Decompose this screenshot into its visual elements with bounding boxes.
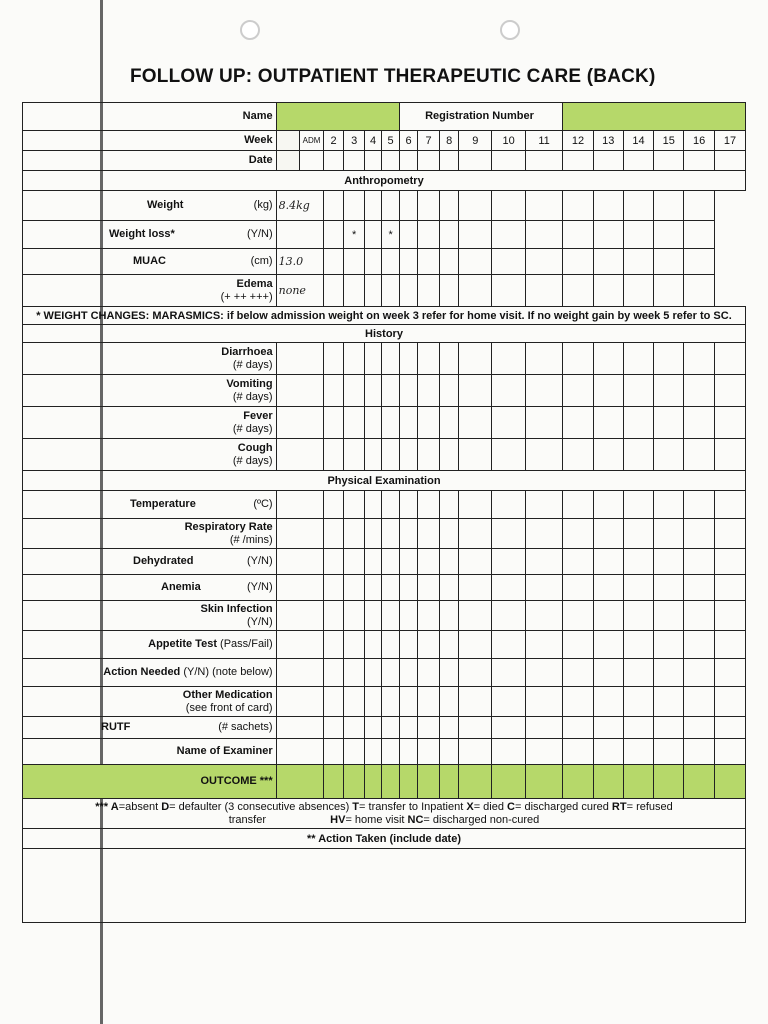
week-17: 17 xyxy=(714,131,745,151)
week-3: 3 xyxy=(344,131,365,151)
weight-label: Weight xyxy=(147,199,184,211)
outcome-label: OUTCOME *** xyxy=(200,775,273,787)
edema-label: Edema xyxy=(236,277,273,290)
anthropometry-title: Anthropometry xyxy=(23,171,746,191)
action-taken-field[interactable] xyxy=(23,849,746,923)
dehydrated-unit: (Y/N) xyxy=(246,555,273,567)
name-field[interactable] xyxy=(276,103,399,131)
action-taken-title: ** Action Taken (include date) xyxy=(23,829,746,849)
temperature-label: Temperature xyxy=(130,498,196,510)
action-needed-unit: (Y/N) (note below) xyxy=(183,666,273,678)
weight-change-note: * WEIGHT CHANGES: MARASMICS: if below admission weight on week 3 refer for home visit. If no weight gain by week 5 refer to SC. xyxy=(23,307,746,325)
temperature-row xyxy=(23,491,746,519)
cough-row xyxy=(23,439,746,471)
weight-loss-label: Weight loss* xyxy=(109,228,175,240)
weight-loss-row xyxy=(23,221,746,249)
dehydrated-label: Dehydrated xyxy=(133,555,194,567)
other-medication-unit: (see front of card) xyxy=(185,701,273,714)
date-row xyxy=(23,151,746,171)
week-14: 14 xyxy=(623,131,654,151)
action-taken-area xyxy=(23,849,746,923)
fever-unit: (# days) xyxy=(232,422,273,435)
cough-label: Cough xyxy=(237,441,273,454)
resp-rate-label: Respiratory Rate xyxy=(184,520,273,533)
outcome-row xyxy=(23,765,746,799)
week-6: 6 xyxy=(399,131,417,151)
week-2: 2 xyxy=(323,131,344,151)
week-9: 9 xyxy=(459,131,492,151)
other-medication-label: Other Medication xyxy=(182,688,273,701)
other-medication-row xyxy=(23,687,746,717)
anthropometry-header xyxy=(23,171,746,191)
skin-infection-label: Skin Infection xyxy=(200,602,273,615)
fever-row xyxy=(23,407,746,439)
week-adm: ADM xyxy=(300,131,324,151)
outcome-legend: *** A=absent D= defaulter (3 consecutive absences) T= transfer to Inpatient X= died C= discharged cured RT= refused transfer HV= home visit NC= discharged non-cured xyxy=(23,799,746,829)
rutf-unit: (# sachets) xyxy=(218,721,273,733)
appetite-label: Appetite Test xyxy=(148,638,217,650)
name-label: Name xyxy=(242,110,273,122)
weight-loss-mark: * xyxy=(344,221,365,249)
week-11: 11 xyxy=(526,131,563,151)
anemia-label: Anemia xyxy=(161,581,201,593)
muac-label: MUAC xyxy=(133,255,166,267)
skin-infection-row xyxy=(23,601,746,631)
history-title: History xyxy=(23,325,746,343)
form-title: FOLLOW UP: OUTPATIENT THERAPEUTIC CARE (BACK) xyxy=(130,66,656,87)
diarrhoea-row xyxy=(23,343,746,375)
history-header xyxy=(23,325,746,343)
edema-unit: (+ ++ +++) xyxy=(220,290,273,303)
appetite-row xyxy=(23,631,746,659)
examiner-label: Name of Examiner xyxy=(176,745,273,757)
diarrhoea-label: Diarrhoea xyxy=(221,345,273,358)
fever-label: Fever xyxy=(243,409,273,422)
punch-hole xyxy=(240,20,260,40)
week-5: 5 xyxy=(382,131,400,151)
weight-loss-unit: (Y/N) xyxy=(246,228,273,240)
week-10: 10 xyxy=(492,131,526,151)
diarrhoea-unit: (# days) xyxy=(232,358,273,371)
appetite-unit: (Pass/Fail) xyxy=(220,638,273,650)
week-16: 16 xyxy=(684,131,715,151)
examiner-row xyxy=(23,739,746,765)
vomiting-unit: (# days) xyxy=(232,390,273,403)
anemia-row xyxy=(23,575,746,601)
edema-row xyxy=(23,275,746,307)
week-8: 8 xyxy=(439,131,459,151)
date-label: Date xyxy=(248,154,273,166)
name-row xyxy=(23,103,746,131)
resp-rate-unit: (# /mins) xyxy=(229,533,273,546)
muac-row xyxy=(23,249,746,275)
rutf-row xyxy=(23,717,746,739)
registration-label: Registration Number xyxy=(425,110,534,122)
weight-adm-value[interactable]: 8.4kg xyxy=(276,191,323,221)
anemia-unit: (Y/N) xyxy=(246,581,273,593)
dehydrated-row xyxy=(23,549,746,575)
physical-header xyxy=(23,471,746,491)
muac-unit: (cm) xyxy=(250,255,273,267)
week-12: 12 xyxy=(563,131,594,151)
weight-row xyxy=(23,191,746,221)
punch-hole xyxy=(500,20,520,40)
resp-rate-row xyxy=(23,519,746,549)
follow-up-form xyxy=(22,102,746,923)
week-7: 7 xyxy=(418,131,440,151)
week-13: 13 xyxy=(593,131,623,151)
vomiting-label: Vomiting xyxy=(226,377,273,390)
weight-change-note-row xyxy=(23,307,746,325)
legend-row xyxy=(23,799,746,829)
week-4: 4 xyxy=(364,131,381,151)
registration-field[interactable] xyxy=(563,103,746,131)
muac-adm-value[interactable]: 13.0 xyxy=(276,249,323,275)
vomiting-row xyxy=(23,375,746,407)
cough-unit: (# days) xyxy=(232,454,273,467)
week-row xyxy=(23,131,746,151)
skin-infection-unit: (Y/N) xyxy=(246,615,273,628)
week-label: Week xyxy=(244,134,273,146)
action-needed-row xyxy=(23,659,746,687)
edema-adm-value[interactable]: none xyxy=(276,275,323,307)
temperature-unit: (ºC) xyxy=(253,498,273,510)
week-15: 15 xyxy=(654,131,684,151)
action-needed-label: Action Needed xyxy=(103,666,181,678)
weight-unit: (kg) xyxy=(253,199,273,211)
physical-title: Physical Examination xyxy=(23,471,746,491)
action-taken-header xyxy=(23,829,746,849)
weight-loss-mark: * xyxy=(382,221,400,249)
rutf-label: RUTF xyxy=(101,721,131,733)
